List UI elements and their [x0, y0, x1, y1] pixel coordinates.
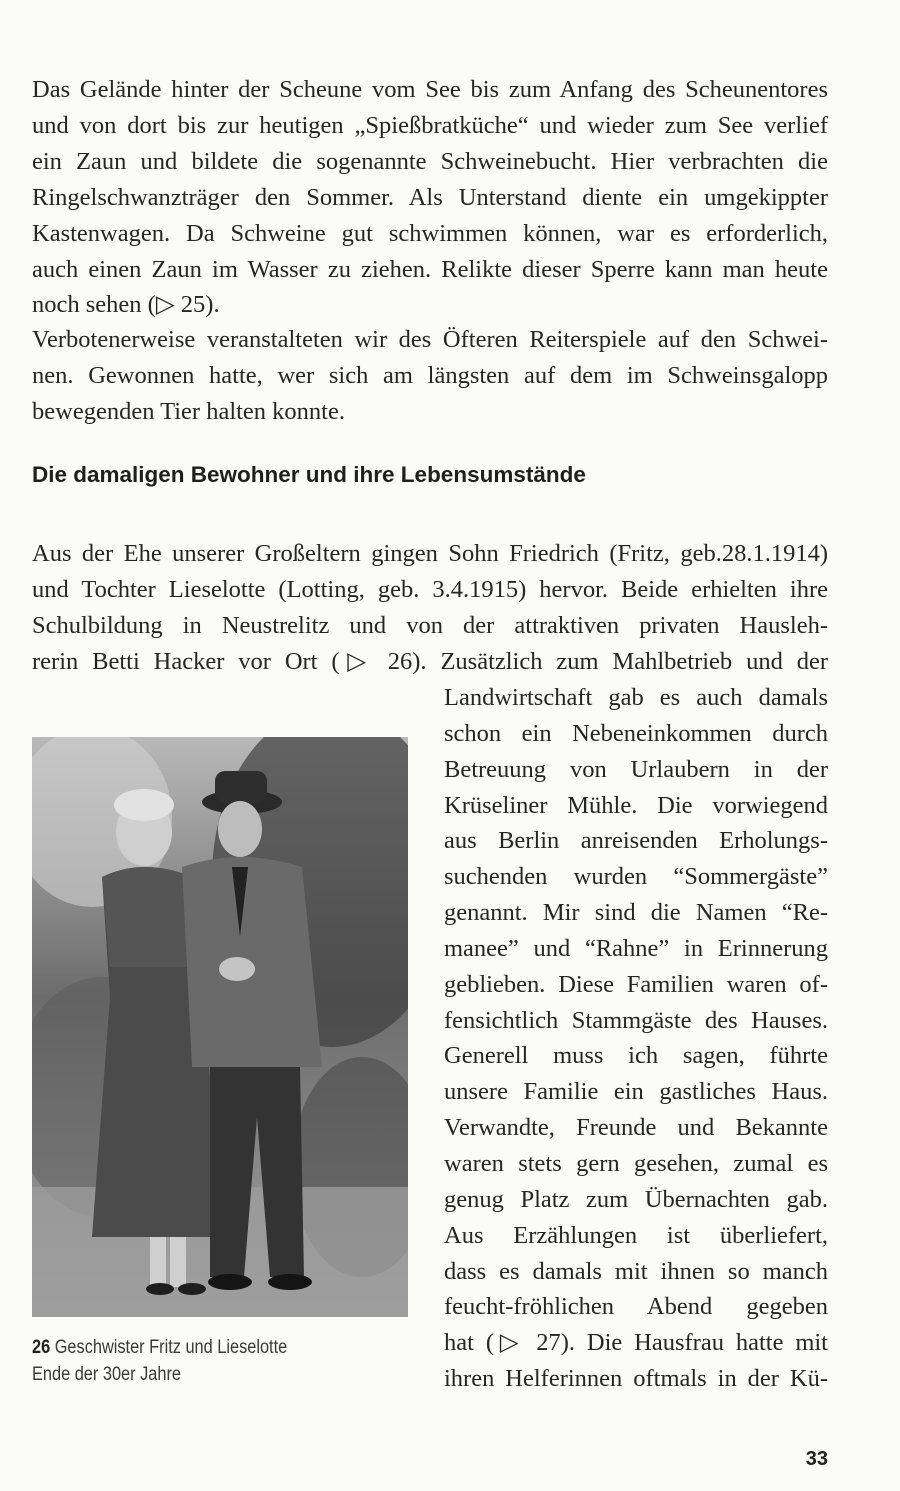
section-heading: Die damaligen Bewohner und ihre Lebensumstände: [32, 462, 586, 487]
text-line: waren stets gern gesehen, zumal es: [444, 1149, 828, 1177]
paragraph-schweinebucht: [32, 72, 828, 323]
text-line: und Tochter Lieselotte (Lotting, geb. 3.4.1915) hervor. Beide erhielten ihre: [32, 575, 828, 603]
paragraph-bewohner: [32, 536, 828, 680]
text-line: ein Zaun und bildete die sogenannte Schweinebucht. Hier verbrachten die: [32, 147, 828, 175]
text-line: unsere Familie ein gastliches Haus.: [444, 1078, 828, 1106]
page-number: 33: [805, 1448, 828, 1470]
text-line: Betreuung von Urlaubern in der: [444, 755, 828, 783]
caption-number: 26: [32, 1337, 51, 1358]
text-line: fensichtlich Stammgäste des Hauses.: [444, 1006, 828, 1034]
text-line: auch einen Zaun im Wasser zu ziehen. Relikte dieser Sperre kann man heute: [32, 255, 828, 283]
text-line: Krüseliner Mühle. Die vorwiegend: [444, 791, 828, 819]
text-line: hat (▷ 27). Die Hausfrau hatte mit: [444, 1329, 828, 1357]
text-line: ihren Helferinnen oftmals in der Kü-: [444, 1365, 828, 1393]
photo-siblings: [32, 737, 408, 1317]
caption-text: Ende der 30er Jahre: [32, 1364, 181, 1385]
text-line: Generell muss ich sagen, führte: [444, 1042, 828, 1070]
photo-caption: [32, 1334, 287, 1388]
text-line: und von dort bis zur heutigen „Spießbratküche“ und wieder zum See verlief: [32, 111, 828, 139]
text-line: Kastenwagen. Da Schweine gut schwimmen können, war es erforderlich,: [32, 219, 828, 247]
text-line: Verbotenerweise veranstalteten wir des Öfteren Reiterspiele auf den Schwei-: [32, 326, 828, 353]
text-line: bewegenden Tier halten konnte.: [32, 397, 345, 425]
text-line: genug Platz zum Übernachten gab.: [444, 1185, 828, 1213]
text-line: aus Berlin anreisenden Erholungs-: [444, 827, 828, 855]
text-line: Schulbildung in Neustrelitz und von der attraktiven privaten Hausleh-: [32, 611, 828, 639]
text-line: Ringelschwanzträger den Sommer. Als Unterstand diente ein umgekippter: [32, 183, 828, 211]
text-line: schon ein Nebeneinkommen durch: [444, 719, 828, 747]
text-line: Das Gelände hinter der Scheune vom See bis zum Anfang des Scheunentores: [32, 76, 828, 103]
text-line: Landwirtschaft gab es auch damals: [444, 684, 828, 711]
text-line: Aus der Ehe unserer Großeltern gingen Sohn Friedrich (Fritz, geb.28.1.1914): [32, 540, 828, 567]
text-line: feucht-fröhlichen Abend gegeben: [444, 1293, 828, 1321]
text-line: geblieben. Diese Familien waren of-: [444, 970, 828, 998]
paragraph-bewohner-column: [444, 680, 828, 1397]
text-line: nen. Gewonnen hatte, wer sich am längsten auf dem im Schweinsgalopp: [32, 361, 828, 389]
text-line: Verwandte, Freunde und Bekannte: [444, 1114, 828, 1142]
text-line: genannt. Mir sind die Namen “Re-: [444, 899, 828, 927]
paragraph-reiterspiele: [32, 322, 828, 430]
photo-illustration: [32, 737, 408, 1317]
text-line: noch sehen (▷ 25).: [32, 291, 220, 319]
text-line: rerin Betti Hacker vor Ort (▷ 26). Zusätzlich zum Mahlbetrieb und der: [32, 647, 828, 675]
text-line: Aus Erzählungen ist überliefert,: [444, 1221, 828, 1249]
text-line: suchenden wurden “Sommergäste”: [444, 863, 828, 891]
text-line: manee” und “Rahne” in Erinnerung: [444, 934, 828, 962]
caption-text: Geschwister Fritz und Lieselotte: [54, 1337, 288, 1358]
text-line: dass es damals mit ihnen so manch: [444, 1257, 828, 1285]
